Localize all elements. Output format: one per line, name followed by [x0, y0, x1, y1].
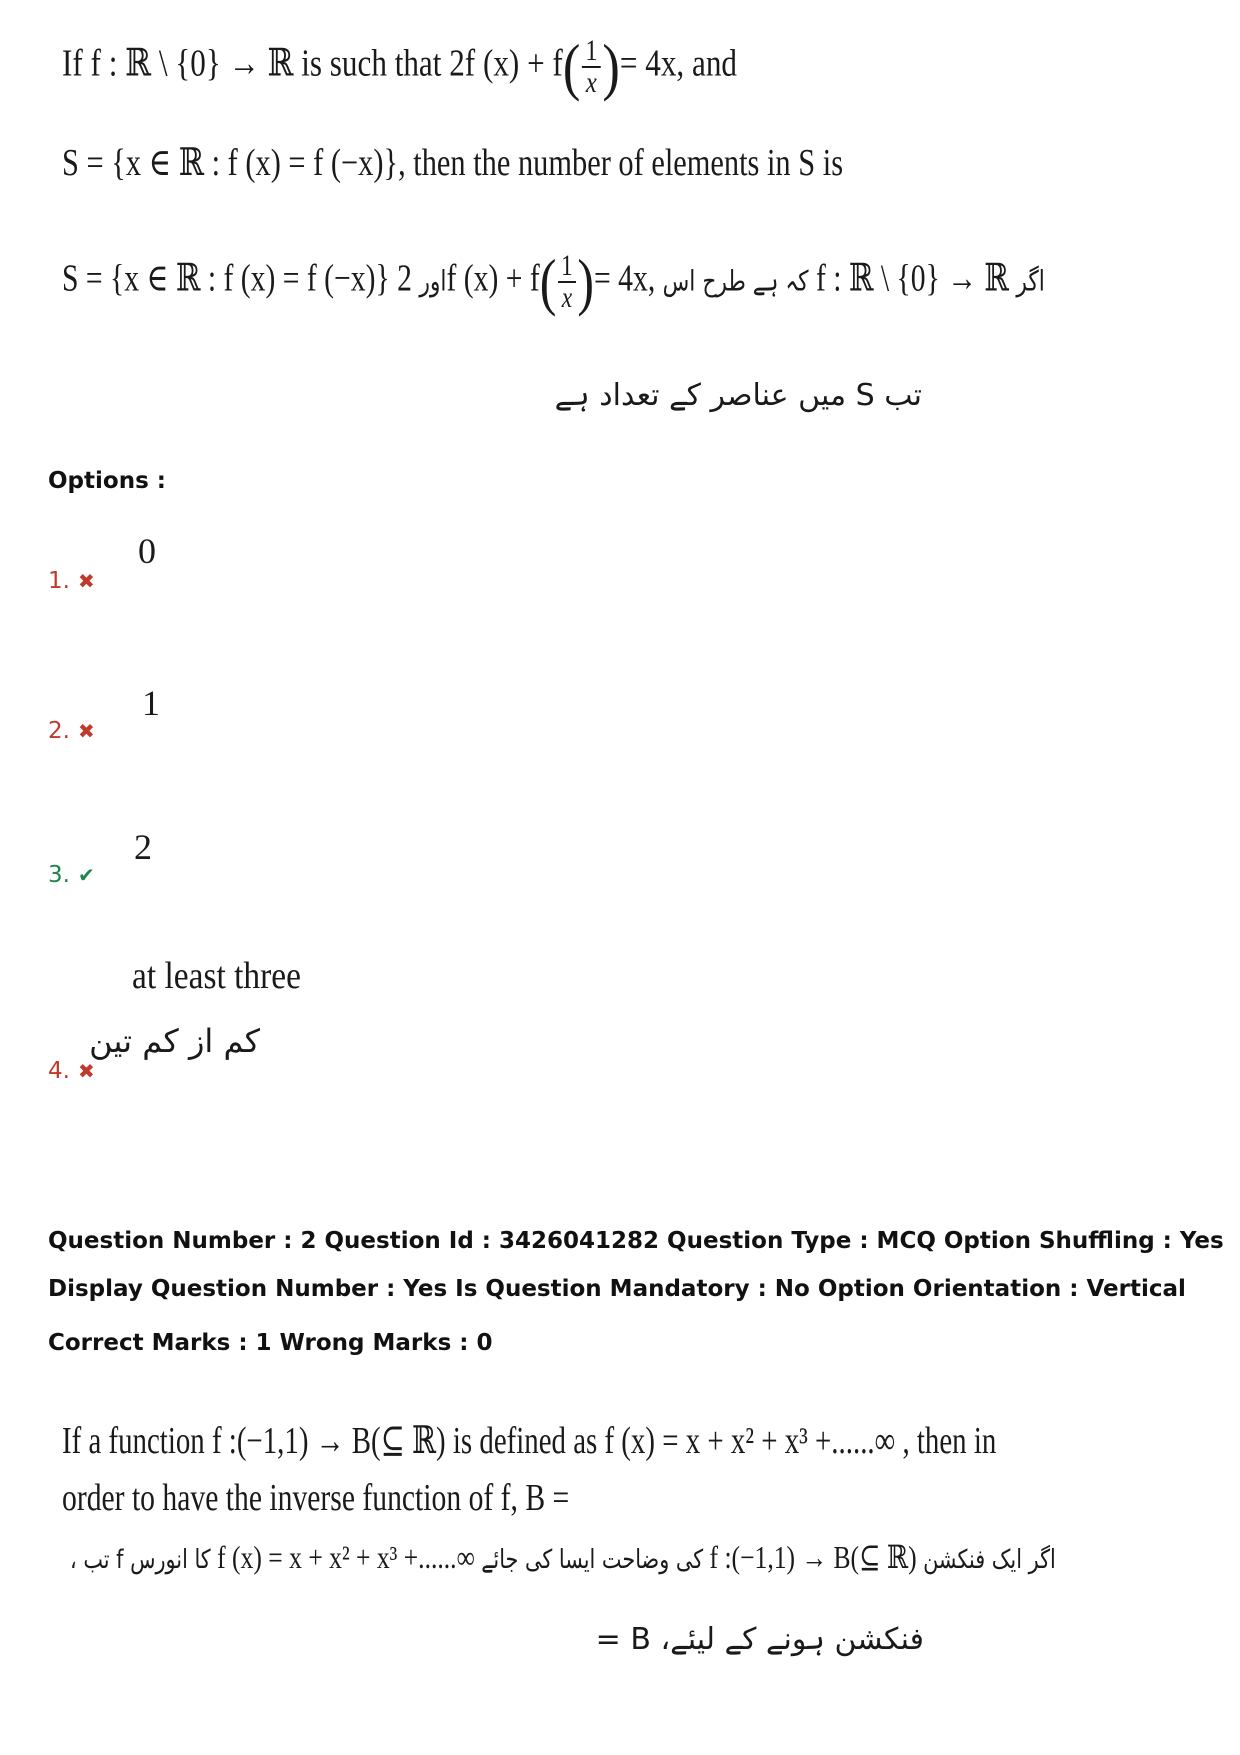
option-3-number: 3. [48, 862, 70, 888]
q2-urdu-part1: اگر ایک فنکشن [923, 1545, 1056, 1575]
q2-urdu-part2: کی وضاحت ایسا کی جائے [481, 1545, 704, 1575]
q2-meta-line1: Question Number : 2 Question Id : 3426041282 Question Type : MCQ Option Shuffling : Yes [48, 1228, 1224, 1254]
option-1[interactable] [48, 568, 95, 594]
q1-urdu-if: اگر [1016, 264, 1045, 298]
q1-english-line1 [62, 30, 737, 104]
q1-urdu-math-right: = 4x, [594, 257, 656, 300]
q1-urdu-fraction [558, 251, 576, 313]
q2-urdu-part3: ، تب f کا انورس [70, 1545, 211, 1575]
paren-open-2: ( [539, 246, 557, 317]
q1-fraction [582, 36, 601, 98]
q2-meta-line3: Correct Marks : 1 Wrong Marks : 0 [48, 1330, 493, 1356]
q1-english-line2 [62, 140, 843, 185]
q2-urdu-math1: f :(−1,1) → B(⊆ ℝ) [709, 1539, 917, 1575]
option-3-value: 2 [134, 827, 152, 867]
option-4-value-urdu: کم از کم تین [89, 1022, 260, 1060]
q2-english-line2: order to have the inverse function of f, B = [62, 1477, 570, 1519]
paren-open: ( [562, 31, 581, 102]
paren-close-2: ) [577, 246, 595, 317]
cross-icon: ✖ [77, 569, 95, 593]
q1-line1-suffix: = 4x, and [619, 42, 738, 85]
option-4-number: 4. [48, 1058, 70, 1084]
option-4[interactable] [48, 1058, 95, 1084]
q1-line1-prefix: If f : ℝ \ {0} → ℝ is such that 2f (x) + f [62, 42, 563, 85]
option-3[interactable] [48, 862, 95, 888]
q2-urdu-line2: فنکشن ہونے کے لیئے، B = [595, 1622, 924, 1657]
q1-urdu-such: کہ ہے طرح اس [662, 264, 809, 298]
q1-urdu-line2: تب S میں عناصر کے تعداد ہے [554, 378, 922, 413]
q1-line2-text: S = {x ∈ ℝ : f (x) = f (−x)}, then the number of elements in S is [62, 142, 844, 184]
option-2-number: 2. [48, 718, 70, 744]
fraction-numerator: 1 [585, 34, 598, 67]
q1-urdu-and: اور [419, 264, 447, 298]
q2-urdu-math2: f (x) = x + x² + x³ +......∞ [217, 1539, 475, 1575]
q2-english-line1: If a function f :(−1,1) → B(⊆ ℝ) is defined as f (x) = x + x² + x³ +......∞ , then in [62, 1420, 997, 1462]
option-1-value: 0 [138, 531, 156, 571]
option-2-value: 1 [142, 683, 160, 723]
fraction-denominator: x [582, 66, 601, 98]
checkmark-icon: ✔ [77, 863, 95, 887]
option-2[interactable] [48, 718, 95, 744]
options-label: Options : [48, 468, 166, 494]
fraction-numerator-2: 1 [561, 249, 573, 282]
q1-urdu-math-func: f : ℝ \ {0} → ℝ [815, 257, 1009, 300]
option-4-value: at least three [132, 955, 301, 997]
q1-urdu-line1 [62, 245, 1045, 319]
option-1-number: 1. [48, 568, 70, 594]
cross-icon: ✖ [77, 719, 95, 743]
q2-urdu-line1 [70, 1538, 1056, 1576]
q1-urdu-math-left: S = {x ∈ ℝ : f (x) = f (−x)} [62, 257, 390, 300]
q2-meta-line2: Display Question Number : Yes Is Question Mandatory : No Option Orientation : Vertical [48, 1276, 1186, 1302]
fraction-denominator-2: x [558, 281, 576, 313]
cross-icon: ✖ [77, 1059, 95, 1083]
q1-urdu-math-mid: 2f (x) + f [397, 257, 540, 300]
paren-close: ) [602, 31, 620, 102]
